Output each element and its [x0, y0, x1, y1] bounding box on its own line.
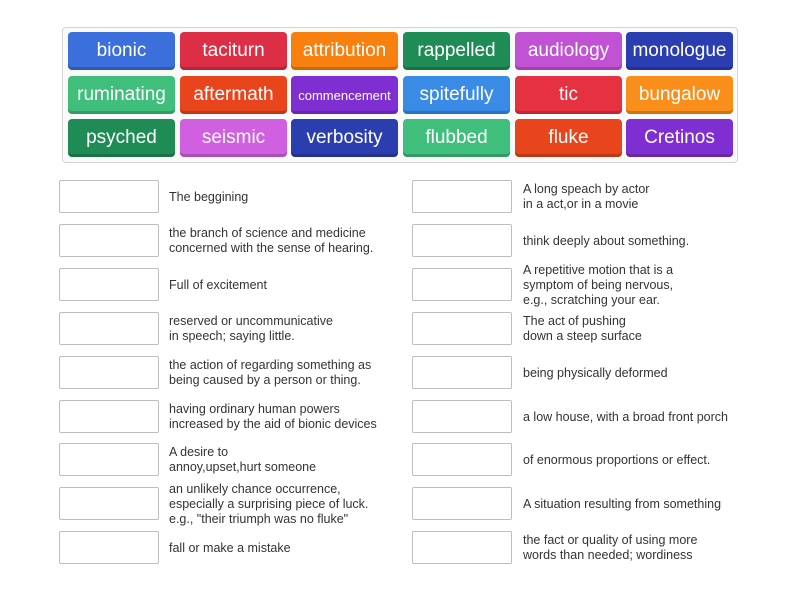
- left-drop-slot-1[interactable]: [59, 180, 159, 213]
- right-clue-2: think deeply about something.: [523, 233, 690, 248]
- answer-tile-flubbed[interactable]: flubbed: [403, 119, 510, 157]
- right-drop-slot-8[interactable]: [412, 487, 512, 520]
- right-clue-1: A long speach by actor in a act,or in a movie: [523, 182, 650, 211]
- answer-tile-tic[interactable]: tic: [515, 76, 622, 114]
- left-drop-slot-7[interactable]: [59, 443, 159, 476]
- answer-tile-taciturn[interactable]: taciturn: [180, 32, 287, 70]
- right-clue-4: The act of pushing down a steep surface: [523, 314, 642, 343]
- right-clue-5: being physically deformed: [523, 365, 668, 380]
- left-clue-2: the branch of science and medicine concerned with the sense of hearing.: [169, 226, 374, 255]
- right-drop-slot-3[interactable]: [412, 268, 512, 301]
- right-clue-3: A repetitive motion that is a symptom of being nervous, e.g., scratching your ear.: [523, 262, 674, 307]
- right-drop-slot-9[interactable]: [412, 531, 512, 564]
- left-drop-slot-9[interactable]: [59, 531, 159, 564]
- right-drop-slot-4[interactable]: [412, 312, 512, 345]
- left-clue-4: reserved or uncommunicative in speech; saying little.: [169, 314, 333, 343]
- answer-tile-bionic[interactable]: bionic: [68, 32, 175, 70]
- left-drop-slot-5[interactable]: [59, 356, 159, 389]
- answer-tile-commencement[interactable]: commencement: [291, 76, 398, 114]
- left-drop-slot-3[interactable]: [59, 268, 159, 301]
- answer-tile-bungalow[interactable]: bungalow: [626, 76, 733, 114]
- left-clue-8: an unlikely chance occurrence, especially a surprising piece of luck. e.g., "their triumph was no fluke": [169, 481, 369, 526]
- answer-tile-aftermath[interactable]: aftermath: [180, 76, 287, 114]
- answer-tile-audiology[interactable]: audiology: [515, 32, 622, 70]
- answer-tile-ruminating[interactable]: ruminating: [68, 76, 175, 114]
- left-clue-1: The beggining: [169, 189, 249, 204]
- answer-tile-attribution[interactable]: attribution: [291, 32, 398, 70]
- answer-tile-psyched[interactable]: psyched: [68, 119, 175, 157]
- answer-tile-seismic[interactable]: seismic: [180, 119, 287, 157]
- right-drop-slot-5[interactable]: [412, 356, 512, 389]
- left-clue-3: Full of excitement: [169, 277, 267, 292]
- left-drop-slot-6[interactable]: [59, 400, 159, 433]
- right-clue-9: the fact or quality of using more words than needed; wordiness: [523, 533, 698, 562]
- answer-tile-monologue[interactable]: monologue: [626, 32, 733, 70]
- left-clue-9: fall or make a mistake: [169, 540, 291, 555]
- left-drop-slot-2[interactable]: [59, 224, 159, 257]
- right-drop-slot-7[interactable]: [412, 443, 512, 476]
- left-clue-7: A desire to annoy,upset,hurt someone: [169, 445, 317, 474]
- right-drop-slot-2[interactable]: [412, 224, 512, 257]
- left-drop-slot-8[interactable]: [59, 487, 159, 520]
- right-clue-6: a low house, with a broad front porch: [523, 409, 728, 424]
- right-clue-7: of enormous proportions or effect.: [523, 452, 711, 467]
- left-clue-6: having ordinary human powers increased by the aid of bionic devices: [169, 402, 377, 431]
- left-clue-5: the action of regarding something as being caused by a person or thing.: [169, 358, 372, 387]
- left-drop-slot-4[interactable]: [59, 312, 159, 345]
- answer-tile-fluke[interactable]: fluke: [515, 119, 622, 157]
- right-drop-slot-1[interactable]: [412, 180, 512, 213]
- answer-tile-spitefully[interactable]: spitefully: [403, 76, 510, 114]
- answer-tile-cretinos[interactable]: Cretinos: [626, 119, 733, 157]
- right-drop-slot-6[interactable]: [412, 400, 512, 433]
- right-clue-8: A situation resulting from something: [523, 496, 722, 511]
- answer-tile-rappelled[interactable]: rappelled: [403, 32, 510, 70]
- answer-tile-verbosity[interactable]: verbosity: [291, 119, 398, 157]
